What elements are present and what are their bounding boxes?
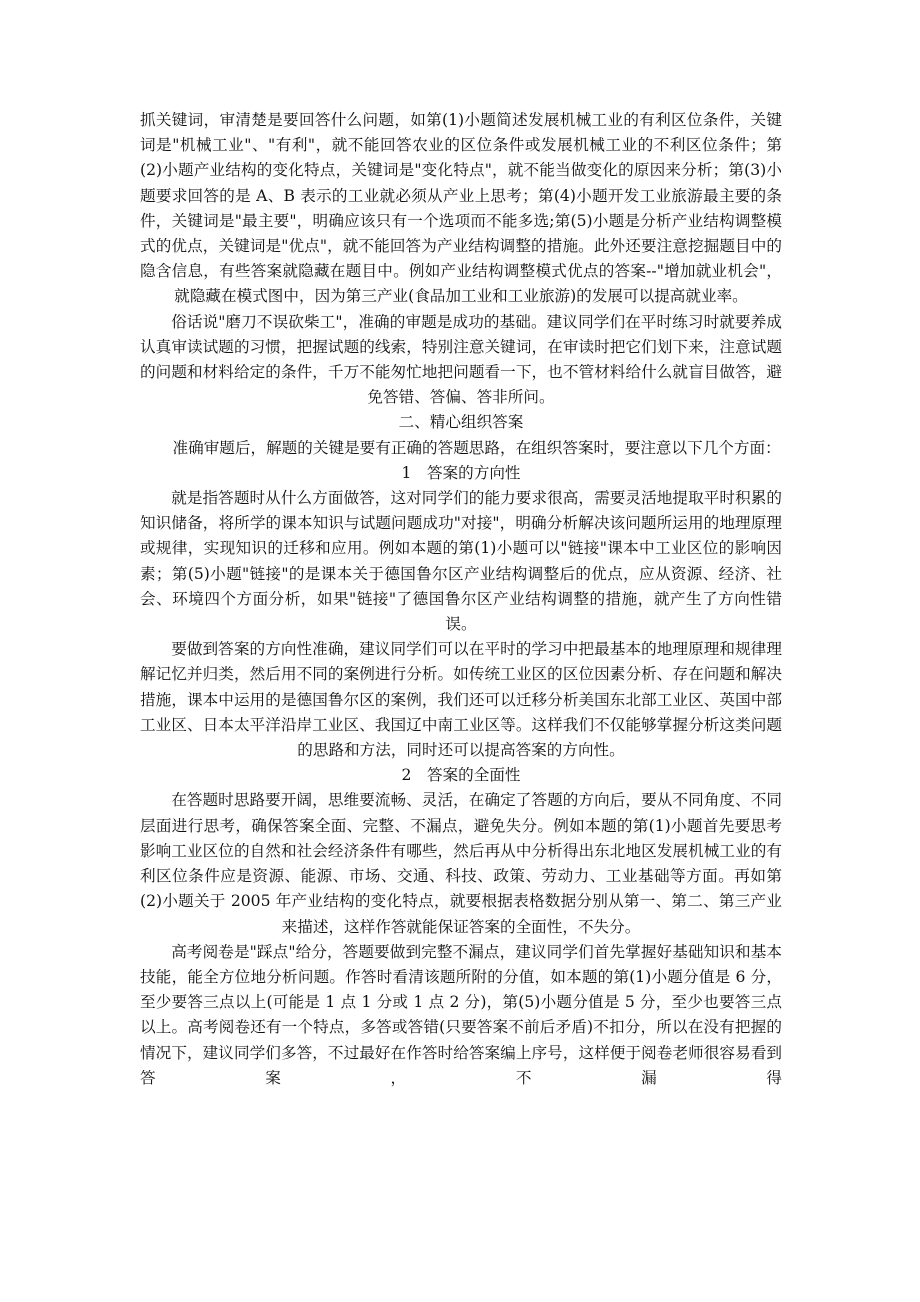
section-heading: 1 答案的方向性 <box>401 463 521 482</box>
section-heading: 2 答案的全面性 <box>401 766 521 785</box>
body-paragraph: 要做到答案的方向性准确，建议同学们可以在平时的学习中把最基本的地理原理和规律理解记忆并归类，然后用不同的案例进行分析。如传统工业区的区位因素分析、存在问题和解决措施，课本中运用的是德国鲁尔区的案例，我们还可以迁移分析美国东北部工业区、英国中部工业区、日本太平洋沿岸工业区、我国辽中南工业区等。这样我们不仅能够掌握分析这类问题的思路和方法，同时还可以提高答案的方向性。 <box>140 640 782 760</box>
body-paragraph: 在答题时思路要开阔，思维要流畅、灵活，在确定了答题的方向后，要从不同角度、不同层面进行思考，确保答案全面、完整、不漏点，避免失分。例如本题的第(1)小题首先要思考影响工业区位的自然和社会经济条件有哪些，然后再从中分析得出东北地区发展机械工业的有利区位条件应是资源、能源、市场、交通、科技、政策、劳动力、工业基础等方面。再如第(2)小题关于 2005 年产业结构的变化特点，就要根据表格数据分别从第一、第二、第三产业来描述，这样作答就能保证答案的全面性，不失分。 <box>140 791 782 936</box>
body-paragraph: 抓关键词，审清楚是要回答什么问题，如第(1)小题简述发展机械工业的有利区位条件，关键词是"机械工业"、"有利"，就不能回答农业的区位条件或发展机械工业的不利区位条件；第(2)小题产业结构的变化特点，关键词是"变化特点"，就不能当做变化的原因来分析；第(3)小题要求回答的是 A、B 表示的工业就必须从产业上思考；第(4)小题开发工业旅游最主要的条件，关键词是"最主要"，明确应该只有一个选项而不能多选;第(5)小题是分析产业结构调整模式的优点，关键词是"优点"，就不能回答为产业结构调整的措施。此外还要注意挖掘题目中的隐含信息，有些答案就隐藏在题目中。例如产业结构调整模式优点的答案--"增加就业机会"，就隐藏在模式图中，因为第三产业(食品加工业和工业旅游)的发展可以提高就业率。 <box>140 111 782 306</box>
body-paragraph: 就是指答题时从什么方面做答，这对同学们的能力要求很高，需要灵活地提取平时积累的知识储备，将所学的课本知识与试题问题成功"对接"，明确分析解决该问题所运用的地理原理或规律，实现知识的迁移和应用。例如本题的第(1)小题可以"链接"课本中工业区位的影响因素；第(5)小题"链接"的是课本关于德国鲁尔区产业结构调整后的优点，应从资源、经济、社会、环境四个方面分析，如果"链接"了德国鲁尔区产业结构调整的措施，就产生了方向性错误。 <box>140 489 782 634</box>
body-paragraph: 俗话说"磨刀不误砍柴工"，准确的审题是成功的基础。建议同学们在平时练习时就要养成认真审读试题的习惯，把握试题的线索，特别注意关键词，在审读时把它们划下来，注意试题的问题和材料给定的条件，千万不能匆忙地把问题看一下，也不管材料给什么就盲目做答，避免答错、答偏、答非所问。 <box>140 312 782 407</box>
document-body <box>140 108 782 1091</box>
body-paragraph: 高考阅卷是"踩点"给分，答题要做到完整不漏点，建议同学们首先掌握好基础知识和基本技能，能全方位地分析问题。作答时看清该题所附的分值，如本题的第(1)小题分值是 6 分，至少要答三点以上(可能是 1 点 1 分或 1 点 2 分)，第(5)小题分值是 5 分，至少也要答三点以上。高考阅卷还有一个特点，多答或答错(只要答案不前后矛盾)不扣分，所以在没有把握的情况下，建议同学们多答，不过最好在作答时给答案编上序号，这样便于阅卷老师很容易看到答案，不漏得 <box>140 942 782 1087</box>
section-heading: 二、精心组织答案 <box>398 413 524 432</box>
body-paragraph: 准确审题后，解题的关键是要有正确的答题思路，在组织答案时，要注意以下几个方面： <box>172 438 781 457</box>
